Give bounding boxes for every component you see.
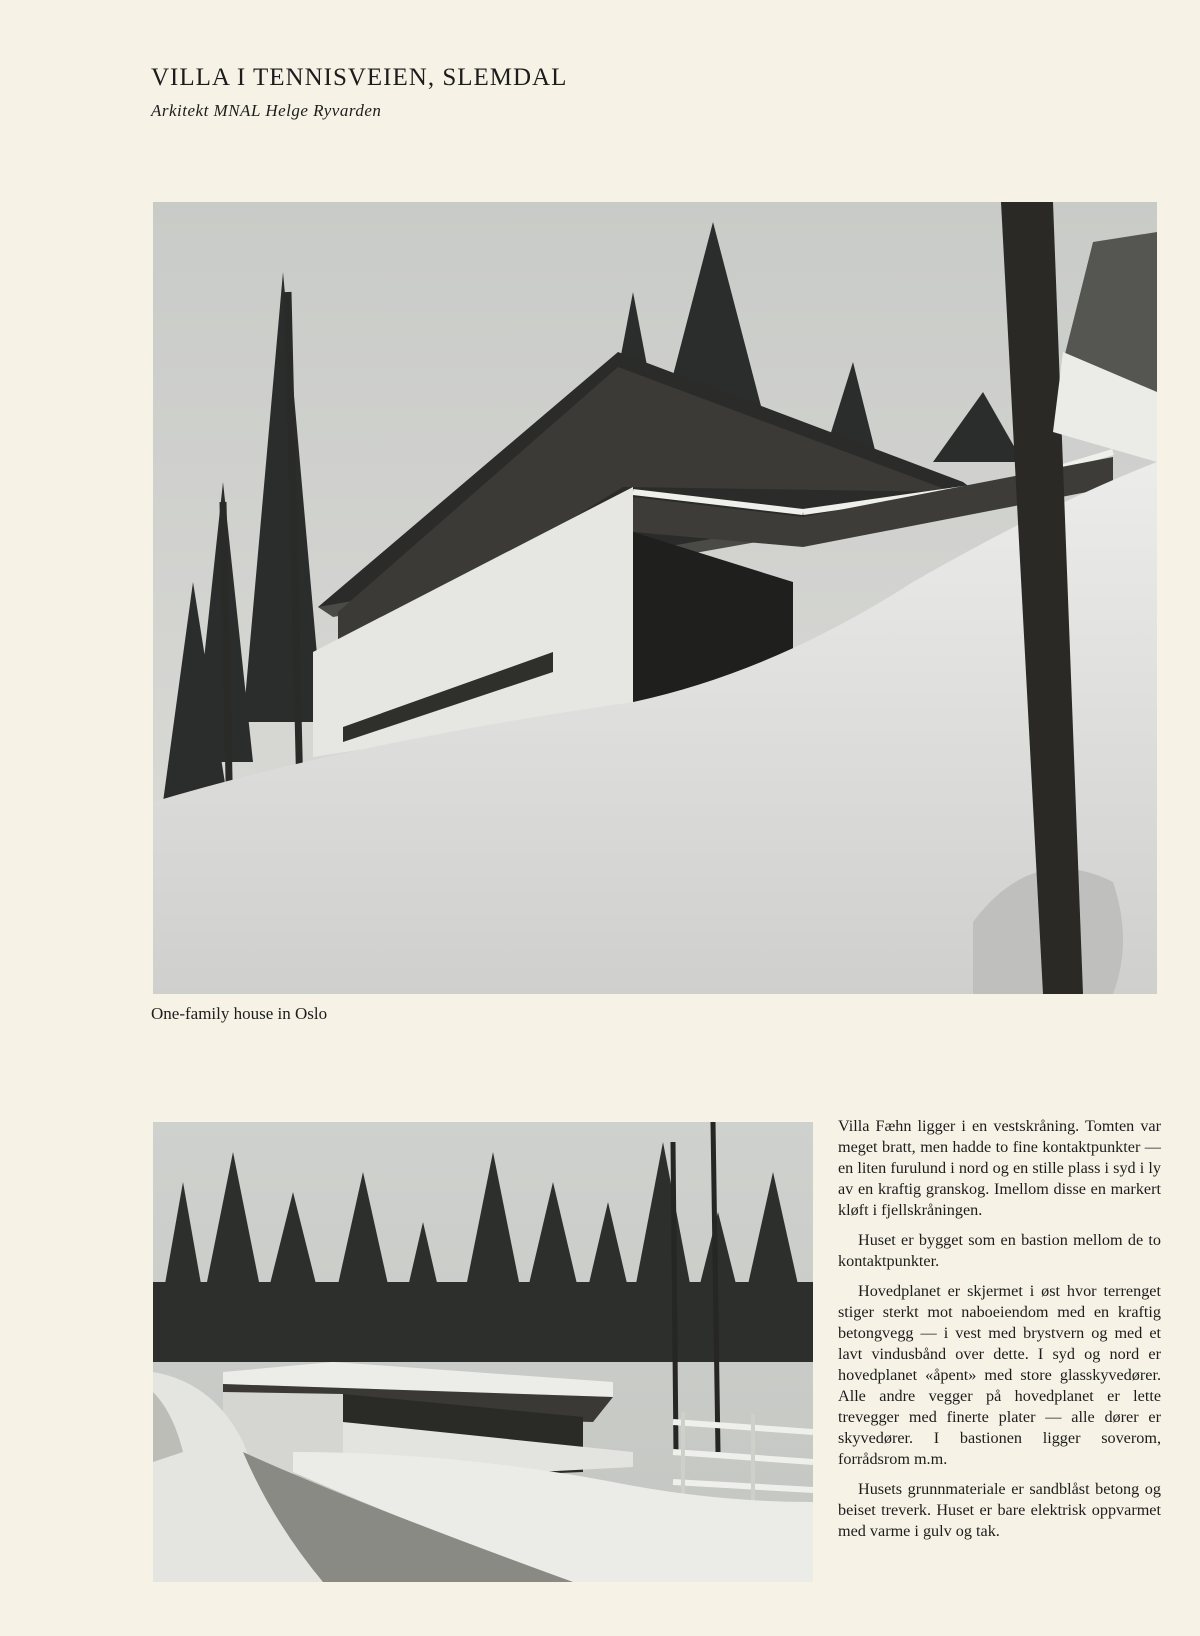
house-photo-exterior [153, 202, 1157, 994]
article-paragraph: Husets grunnmateriale er sandblåst betong og beiset treverk. Huset er bare elektrisk oppvarmet med varme i gulv og tak. [838, 1480, 1161, 1540]
architect-credit: Arkitekt MNAL Helge Ryvarden [151, 101, 382, 120]
page-title: VILLA I TENNISVEIEN, SLEMDAL [151, 64, 568, 91]
house-photo-forest [153, 1122, 813, 1582]
photo-caption: One-family house in Oslo [151, 1004, 328, 1023]
article-paragraph: Huset er bygget som en bastion mellom de to kontaktpunkter. [838, 1231, 1161, 1270]
article-paragraph: Hovedplanet er skjermet i øst hvor terrenget stiger sterkt mot naboeiendom med en kraftig betongvegg — i vest med brystvern og med et lavt vindusbånd over dette. I syd og nord er hovedplanet «åpent» med store glasskyvedører. Alle andre vegger på hovedplanet er lette trevegger med finerte plater — alle dører er skyvedører. I bastionen ligger soverom, forrådsrom m.m. [838, 1282, 1161, 1468]
article-body [838, 1116, 1161, 1551]
article-paragraph: Villa Fæhn ligger i en vestskråning. Tomten var meget bratt, men hadde to fine kontaktpunkter — en liten furulund i nord og en stille plass i syd i ly av en kraftig granskog. Imellom disse en markert kløft i fjellskråningen. [838, 1117, 1161, 1219]
